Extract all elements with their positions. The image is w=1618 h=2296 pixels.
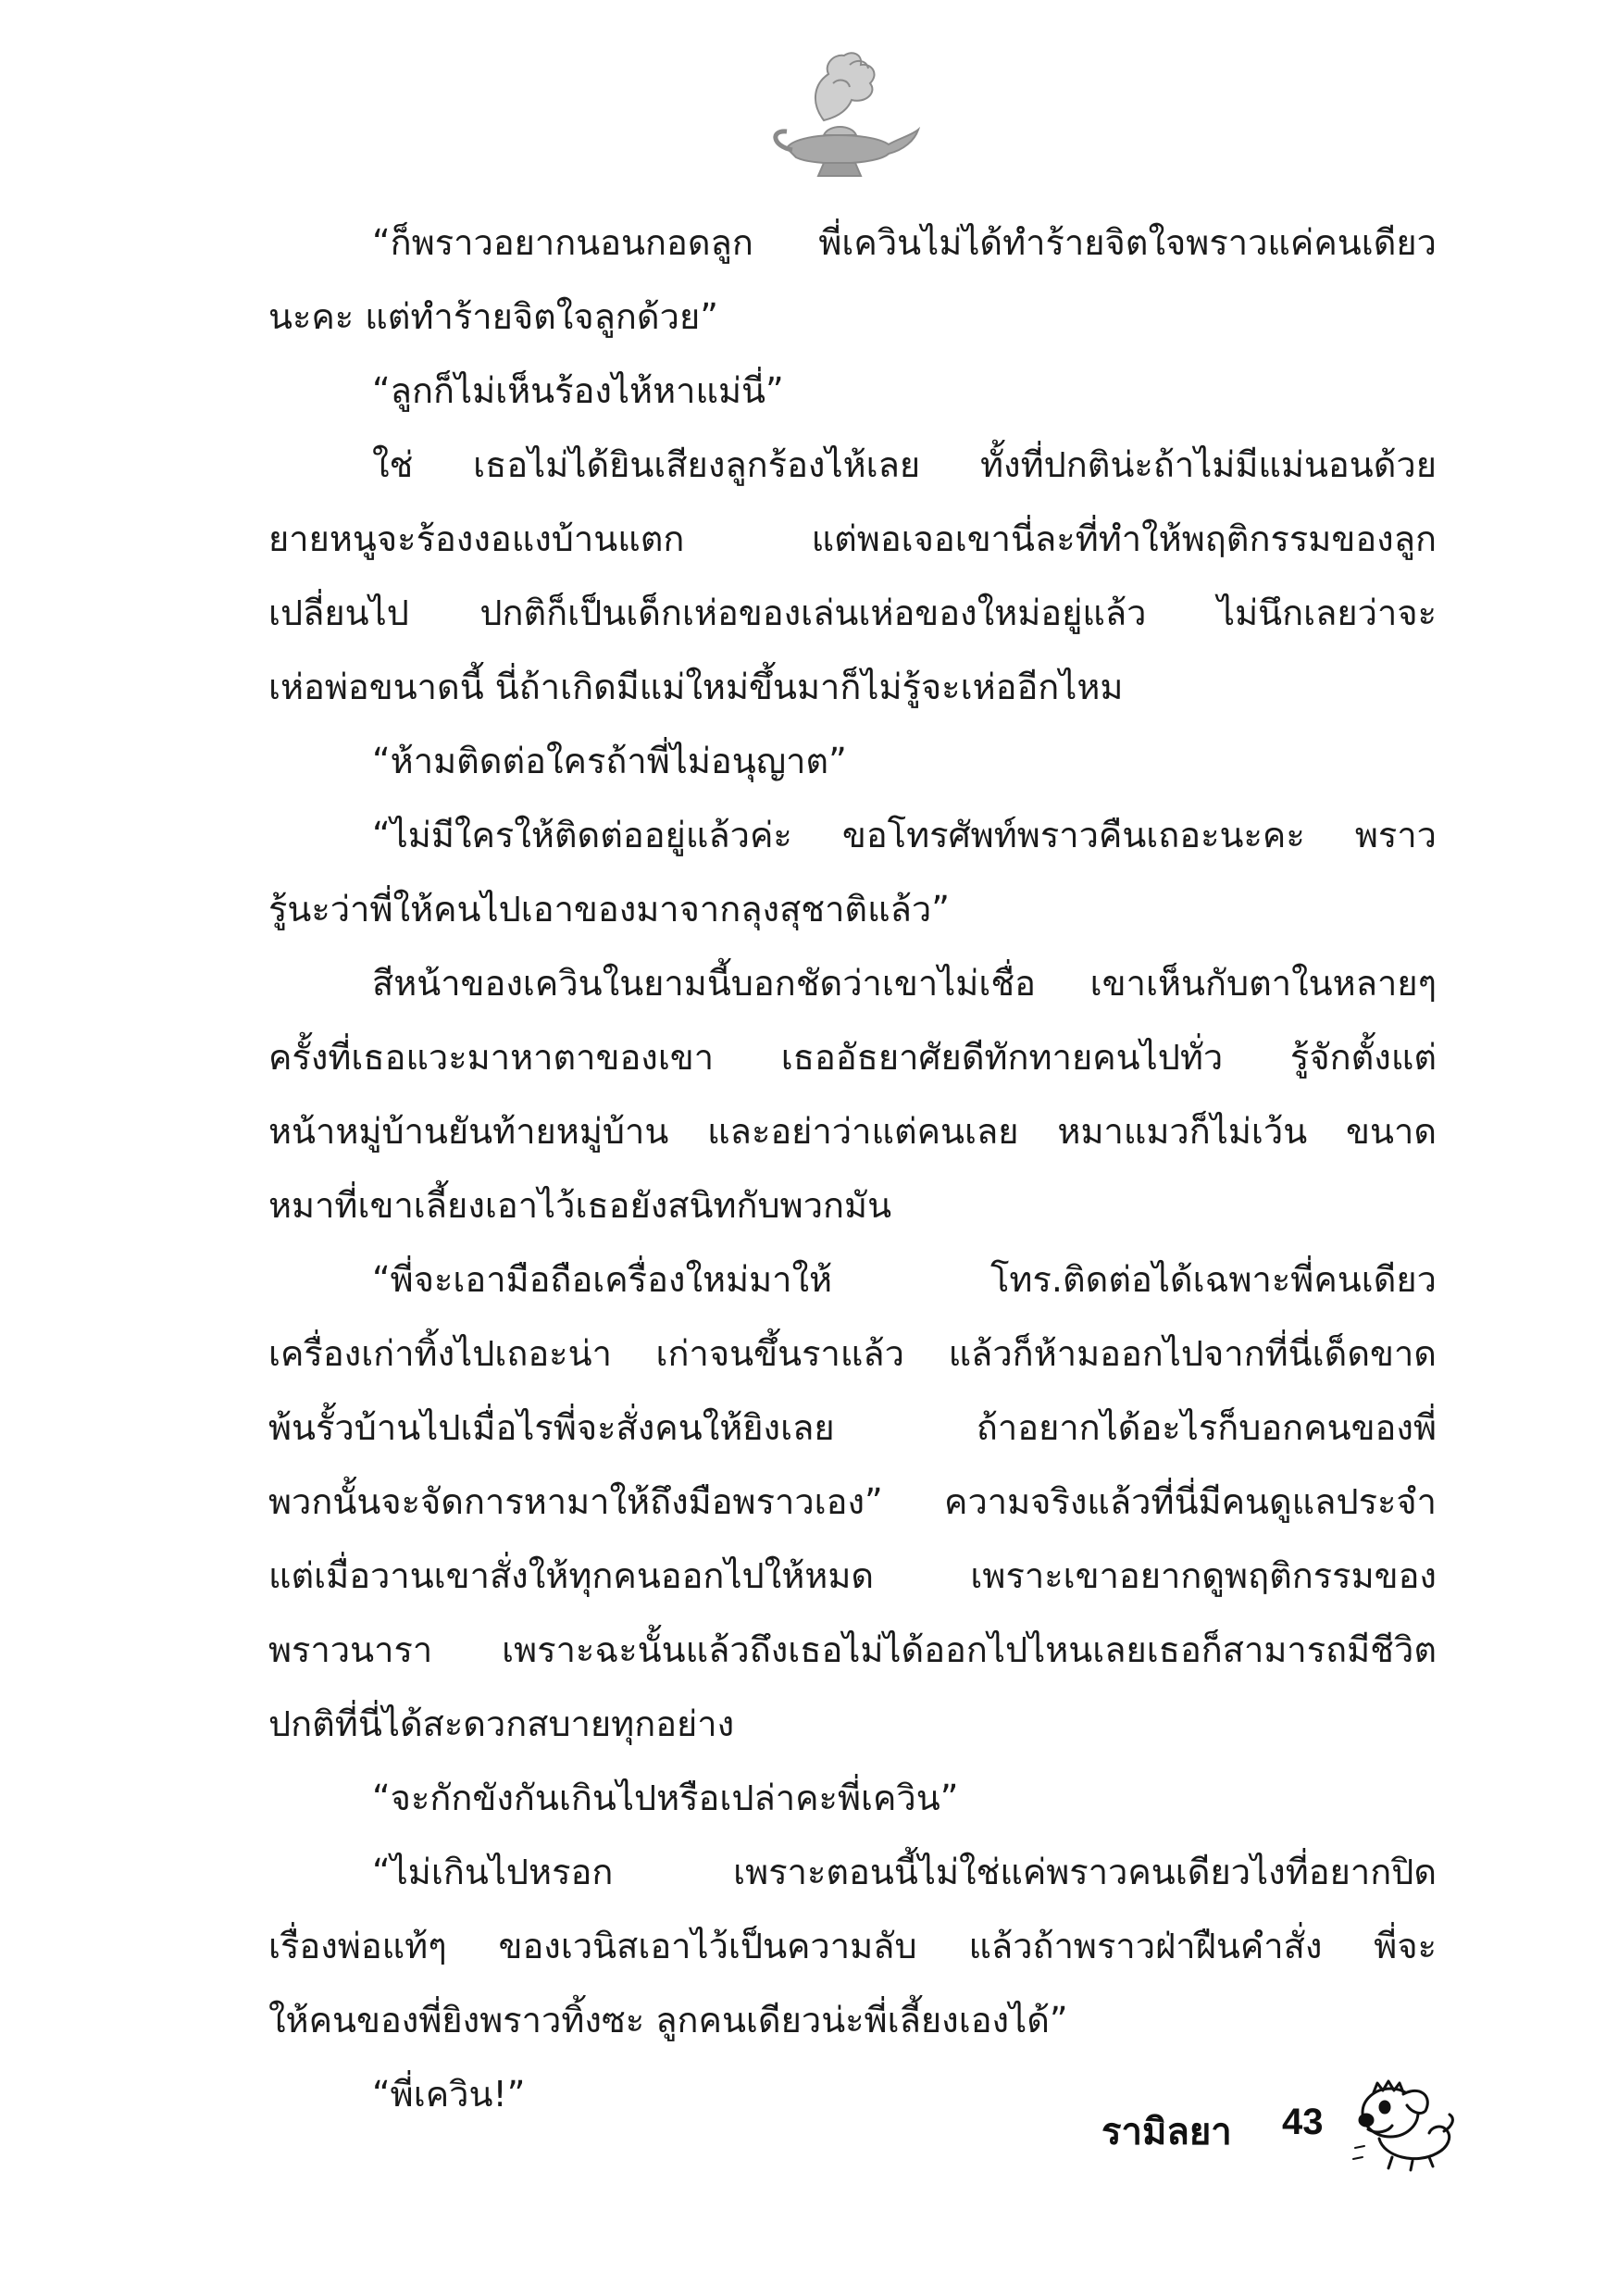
genie-lamp-icon — [759, 46, 926, 185]
text-line: เครื่องเก่าทิ้งไปเถอะน่า เก่าจนขึ้นราแล้ว แล้วก็ห้ามออกไปจากที่นี่เด็ดขาด — [268, 1333, 1437, 1374]
text-line: แต่เมื่อวานเขาสั่งให้ทุกคนออกไปให้หมด เพราะเขาอยากดูพฤติกรรมของ — [268, 1555, 1437, 1596]
page-footer — [1074, 2074, 1462, 2185]
text-line: สีหน้าของเควินในยามนี้บอกชัดว่าเขาไม่เชื่อ เขาเห็นกับตาในหลายๆ — [372, 963, 1437, 1004]
text-line: “ห้ามติดต่อใครถ้าพี่ไม่อนุญาต” — [372, 741, 847, 781]
text-line: “ไม่เกินไปหรอก เพราะตอนนี้ไม่ใช่แค่พราวคนเดียวไงที่อยากปิด — [372, 1852, 1437, 1892]
text-line: ใช่ เธอไม่ได้ยินเสียงลูกร้องไห้เลย ทั้งที่ปกติน่ะถ้าไม่มีแม่นอนด้วย — [372, 444, 1437, 485]
text-line: ปกติที่นี่ได้สะดวกสบายทุกอย่าง — [268, 1703, 735, 1744]
text-line: “พี่เควิน!” — [372, 2074, 526, 2115]
text-line: เห่อพ่อขนาดนี้ นี่ถ้าเกิดมีแม่ใหม่ขึ้นมาก็ไม่รู้จะเห่ออีกไหม — [268, 667, 1124, 707]
text-line: “จะกักขังกันเกินไปหรือเปล่าคะพี่เควิน” — [372, 1778, 959, 1818]
text-line: “พี่จะเอามือถือเครื่องใหม่มาให้ โทร.ติดต่อได้เฉพาะพี่คนเดียว — [372, 1259, 1437, 1300]
text-line: “ก็พราวอยากนอนกอดลูก พี่เควินไม่ได้ทำร้ายจิตใจพราวแค่คนเดียว — [372, 222, 1437, 263]
text-line: ครั้งที่เธอแวะมาหาตาของเขา เธออัธยาศัยดีทักทายคนไปทั่ว รู้จักตั้งแต่ — [268, 1037, 1437, 1078]
text-line: “ไม่มีใครให้ติดต่ออยู่แล้วค่ะ ขอโทรศัพท์พราวคืนเถอะนะคะ พราว — [372, 815, 1437, 855]
text-line: ยายหนูจะร้องงอแงบ้านแตก แต่พอเจอเขานี่ละที่ทำให้พฤติกรรมของลูก — [268, 518, 1437, 559]
book-title: รามิลยา — [1101, 2111, 1232, 2153]
text-line: หน้าหมู่บ้านยันท้ายหมู่บ้าน และอย่าว่าแต่คนเลย หมาแมวก็ไม่เว้น ขนาด — [268, 1111, 1437, 1152]
text-line: หมาที่เขาเลี้ยงเอาไว้เธอยังสนิทกับพวกมัน — [268, 1185, 892, 1226]
text-line: เปลี่ยนไป ปกติก็เป็นเด็กเห่อของเล่นเห่อของใหม่อยู่แล้ว ไม่นึกเลยว่าจะ — [268, 593, 1437, 633]
text-line: พวกนั้นจะจัดการหามาให้ถึงมือพราวเอง” ความจริงแล้วที่นี่มีคนดูแลประจำ — [268, 1481, 1437, 1522]
text-line: พราวนารา เพราะฉะนั้นแล้วถึงเธอไม่ได้ออกไปไหนเลยเธอก็สามารถมีชีวิต — [268, 1629, 1437, 1670]
text-line: พ้นรั้วบ้านไปเมื่อไรพี่จะสั่งคนให้ยิงเลย ถ้าอยากได้อะไรก็บอกคนของพี่ — [268, 1407, 1437, 1448]
dog-icon — [1351, 2074, 1458, 2176]
body-text — [268, 206, 1437, 2131]
text-line: ให้คนของพี่ยิงพราวทิ้งซะ ลูกคนเดียวน่ะพี่เลี้ยงเองได้” — [268, 2000, 1068, 2040]
text-line: นะคะ แต่ทำร้ายจิตใจลูกด้วย” — [268, 296, 718, 337]
page-number: 43 — [1282, 2102, 1324, 2142]
text-line: รู้นะว่าพี่ให้คนไปเอาของมาจากลุงสุชาติแล้ว” — [268, 889, 950, 930]
text-line: เรื่องพ่อแท้ๆ ของเวนิสเอาไว้เป็นความลับ แล้วถ้าพราวฝ่าฝืนคำสั่ง พี่จะ — [268, 1926, 1437, 1966]
text-line: “ลูกก็ไม่เห็นร้องไห้หาแม่นี่” — [372, 370, 784, 411]
